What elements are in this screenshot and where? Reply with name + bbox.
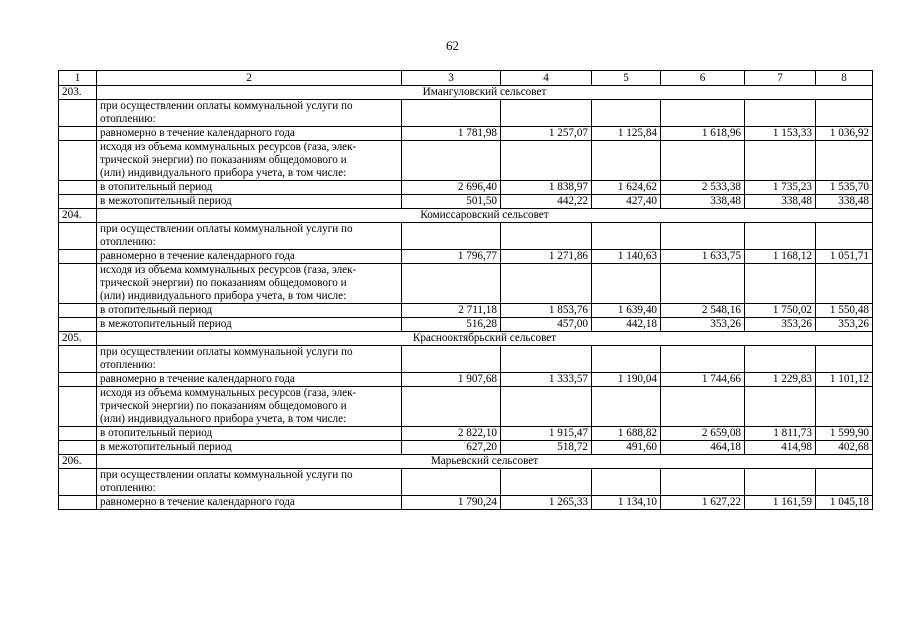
value-cell: 1 627,22 [661, 496, 745, 510]
section-number: 206. [59, 455, 97, 469]
intro-row [59, 100, 873, 127]
value-cell: 1 790,24 [402, 496, 501, 510]
empty-cell [816, 387, 873, 427]
header-row [59, 71, 873, 86]
value-cell: 338,48 [745, 195, 816, 209]
value-cell: 2 696,40 [402, 181, 501, 195]
note-line: (или) индивидуального прибора учета, в том числе: [100, 290, 347, 302]
empty-cell [592, 223, 661, 250]
empty-cell [501, 223, 592, 250]
value-cell: 1 744,66 [661, 373, 745, 387]
empty-cell [592, 387, 661, 427]
value-cell: 501,50 [402, 195, 501, 209]
empty-cell [816, 264, 873, 304]
empty-cell [661, 346, 745, 373]
intro-text: при осуществлении оплаты коммунальной услуги по отоплению: [97, 346, 402, 373]
intro-row [59, 469, 873, 496]
value-cell: 2 822,10 [402, 427, 501, 441]
value-cell: 2 548,16 [661, 304, 745, 318]
empty-cell [59, 264, 97, 304]
empty-cell [402, 223, 501, 250]
intro-row [59, 346, 873, 373]
empty-cell [402, 264, 501, 304]
empty-cell [59, 469, 97, 496]
empty-cell [59, 496, 97, 510]
empty-cell [661, 264, 745, 304]
value-cell: 457,00 [501, 318, 592, 332]
empty-cell [501, 346, 592, 373]
section-title: Комиссаровский сельсовет [97, 209, 873, 223]
value-cell: 2 533,38 [661, 181, 745, 195]
value-cell: 1 333,57 [501, 373, 592, 387]
row-label: равномерно в течение календарного года [97, 496, 402, 510]
value-cell: 627,20 [402, 441, 501, 455]
row-label: равномерно в течение календарного года [97, 250, 402, 264]
value-cell: 491,60 [592, 441, 661, 455]
value-cell: 1 811,73 [745, 427, 816, 441]
value-cell: 2 659,08 [661, 427, 745, 441]
value-cell: 1 265,33 [501, 496, 592, 510]
empty-cell [59, 318, 97, 332]
table-row [59, 318, 873, 332]
value-cell: 1 781,98 [402, 127, 501, 141]
header-cell: 3 [402, 71, 501, 86]
row-label: в отопительный период [97, 304, 402, 318]
row-label: в отопительный период [97, 427, 402, 441]
empty-cell [745, 264, 816, 304]
value-cell: 1 101,12 [816, 373, 873, 387]
note-line: (или) индивидуального прибора учета, в том числе: [100, 167, 347, 179]
value-cell: 2 711,18 [402, 304, 501, 318]
empty-cell [745, 223, 816, 250]
value-cell: 1 229,83 [745, 373, 816, 387]
value-cell: 1 125,84 [592, 127, 661, 141]
value-cell: 1 633,75 [661, 250, 745, 264]
value-cell: 442,22 [501, 195, 592, 209]
value-cell: 1 190,04 [592, 373, 661, 387]
empty-cell [661, 469, 745, 496]
value-cell: 1 618,96 [661, 127, 745, 141]
empty-cell [402, 469, 501, 496]
tariff-table [58, 70, 873, 510]
empty-cell [745, 100, 816, 127]
table-row [59, 496, 873, 510]
value-cell: 1 639,40 [592, 304, 661, 318]
empty-cell [816, 469, 873, 496]
empty-cell [592, 469, 661, 496]
value-cell: 1 750,02 [745, 304, 816, 318]
value-cell: 516,28 [402, 318, 501, 332]
empty-cell [661, 387, 745, 427]
table-row [59, 250, 873, 264]
row-label: в отопительный период [97, 181, 402, 195]
header-cell: 6 [661, 71, 745, 86]
value-cell: 1 168,12 [745, 250, 816, 264]
empty-cell [745, 346, 816, 373]
value-cell: 353,26 [745, 318, 816, 332]
row-label: равномерно в течение календарного года [97, 373, 402, 387]
note-text [97, 387, 402, 427]
empty-cell [59, 250, 97, 264]
table-row [59, 441, 873, 455]
empty-cell [816, 141, 873, 181]
table-body [59, 71, 873, 510]
note-row [59, 141, 873, 181]
table-row [59, 127, 873, 141]
section-row [59, 86, 873, 100]
value-cell: 1 257,07 [501, 127, 592, 141]
empty-cell [59, 127, 97, 141]
empty-cell [501, 100, 592, 127]
row-label: в межотопительный период [97, 441, 402, 455]
table-row [59, 195, 873, 209]
intro-text: при осуществлении оплаты коммунальной услуги по отоплению: [97, 469, 402, 496]
header-cell: 2 [97, 71, 402, 86]
value-cell: 1 140,63 [592, 250, 661, 264]
empty-cell [816, 346, 873, 373]
empty-cell [661, 223, 745, 250]
value-cell: 353,26 [816, 318, 873, 332]
empty-cell [59, 387, 97, 427]
empty-cell [661, 141, 745, 181]
page-number: 62 [446, 38, 459, 53]
empty-cell [59, 141, 97, 181]
value-cell: 1 153,33 [745, 127, 816, 141]
row-label: в межотопительный период [97, 318, 402, 332]
empty-cell [501, 469, 592, 496]
empty-cell [661, 100, 745, 127]
empty-cell [592, 100, 661, 127]
value-cell: 1 535,70 [816, 181, 873, 195]
value-cell: 427,40 [592, 195, 661, 209]
header-cell: 8 [816, 71, 873, 86]
header-cell: 7 [745, 71, 816, 86]
value-cell: 442,18 [592, 318, 661, 332]
value-cell: 464,18 [661, 441, 745, 455]
empty-cell [59, 195, 97, 209]
value-cell: 1 045,18 [816, 496, 873, 510]
section-number: 203. [59, 86, 97, 100]
empty-cell [501, 387, 592, 427]
empty-cell [592, 141, 661, 181]
value-cell: 1 161,59 [745, 496, 816, 510]
table-row [59, 181, 873, 195]
empty-cell [59, 427, 97, 441]
empty-cell [402, 346, 501, 373]
empty-cell [59, 304, 97, 318]
empty-cell [59, 373, 97, 387]
section-title: Имангуловский сельсовет [97, 86, 873, 100]
section-row [59, 332, 873, 346]
value-cell: 1 599,90 [816, 427, 873, 441]
note-text [97, 264, 402, 304]
value-cell: 338,48 [661, 195, 745, 209]
intro-row [59, 223, 873, 250]
value-cell: 1 735,23 [745, 181, 816, 195]
empty-cell [816, 100, 873, 127]
intro-text: при осуществлении оплаты коммунальной услуги по отоплению: [97, 223, 402, 250]
row-label: равномерно в течение календарного года [97, 127, 402, 141]
section-title: Марьевский сельсовет [97, 455, 873, 469]
empty-cell [59, 441, 97, 455]
value-cell: 1 907,68 [402, 373, 501, 387]
empty-cell [402, 387, 501, 427]
note-line: трической энергии) по показаниям общедомового и [100, 154, 347, 166]
empty-cell [59, 223, 97, 250]
empty-cell [745, 469, 816, 496]
value-cell: 402,68 [816, 441, 873, 455]
empty-cell [816, 223, 873, 250]
intro-text: при осуществлении оплаты коммунальной услуги по отоплению: [97, 100, 402, 127]
row-label: в межотопительный период [97, 195, 402, 209]
empty-cell [592, 264, 661, 304]
empty-cell [745, 387, 816, 427]
note-line: трической энергии) по показаниям общедомового и [100, 400, 347, 412]
header-cell: 1 [59, 71, 97, 86]
value-cell: 1 036,92 [816, 127, 873, 141]
empty-cell [402, 100, 501, 127]
value-cell: 1 838,97 [501, 181, 592, 195]
header-cell: 4 [501, 71, 592, 86]
empty-cell [501, 141, 592, 181]
empty-cell [402, 141, 501, 181]
value-cell: 1 271,86 [501, 250, 592, 264]
value-cell: 1 624,62 [592, 181, 661, 195]
note-row [59, 264, 873, 304]
section-number: 204. [59, 209, 97, 223]
empty-cell [592, 346, 661, 373]
value-cell: 1 796,77 [402, 250, 501, 264]
section-row [59, 209, 873, 223]
value-cell: 1 051,71 [816, 250, 873, 264]
note-line: исходя из объема коммунальных ресурсов (газа, элек- [100, 264, 357, 276]
note-line: трической энергии) по показаниям общедомового и [100, 277, 347, 289]
table-row [59, 373, 873, 387]
note-line: исходя из объема коммунальных ресурсов (газа, элек- [100, 141, 357, 153]
value-cell: 353,26 [661, 318, 745, 332]
value-cell: 1 134,10 [592, 496, 661, 510]
header-cell: 5 [592, 71, 661, 86]
note-line: (или) индивидуального прибора учета, в том числе: [100, 413, 347, 425]
empty-cell [745, 141, 816, 181]
section-row [59, 455, 873, 469]
empty-cell [501, 264, 592, 304]
empty-cell [59, 181, 97, 195]
note-line: исходя из объема коммунальных ресурсов (газа, элек- [100, 387, 357, 399]
value-cell: 1 853,76 [501, 304, 592, 318]
value-cell: 1 550,48 [816, 304, 873, 318]
value-cell: 1 915,47 [501, 427, 592, 441]
value-cell: 1 688,82 [592, 427, 661, 441]
note-row [59, 387, 873, 427]
value-cell: 338,48 [816, 195, 873, 209]
section-title: Краснооктябрьский сельсовет [97, 332, 873, 346]
section-number: 205. [59, 332, 97, 346]
empty-cell [59, 100, 97, 127]
empty-cell [59, 346, 97, 373]
value-cell: 518,72 [501, 441, 592, 455]
value-cell: 414,98 [745, 441, 816, 455]
table-row [59, 304, 873, 318]
note-text [97, 141, 402, 181]
table-row [59, 427, 873, 441]
